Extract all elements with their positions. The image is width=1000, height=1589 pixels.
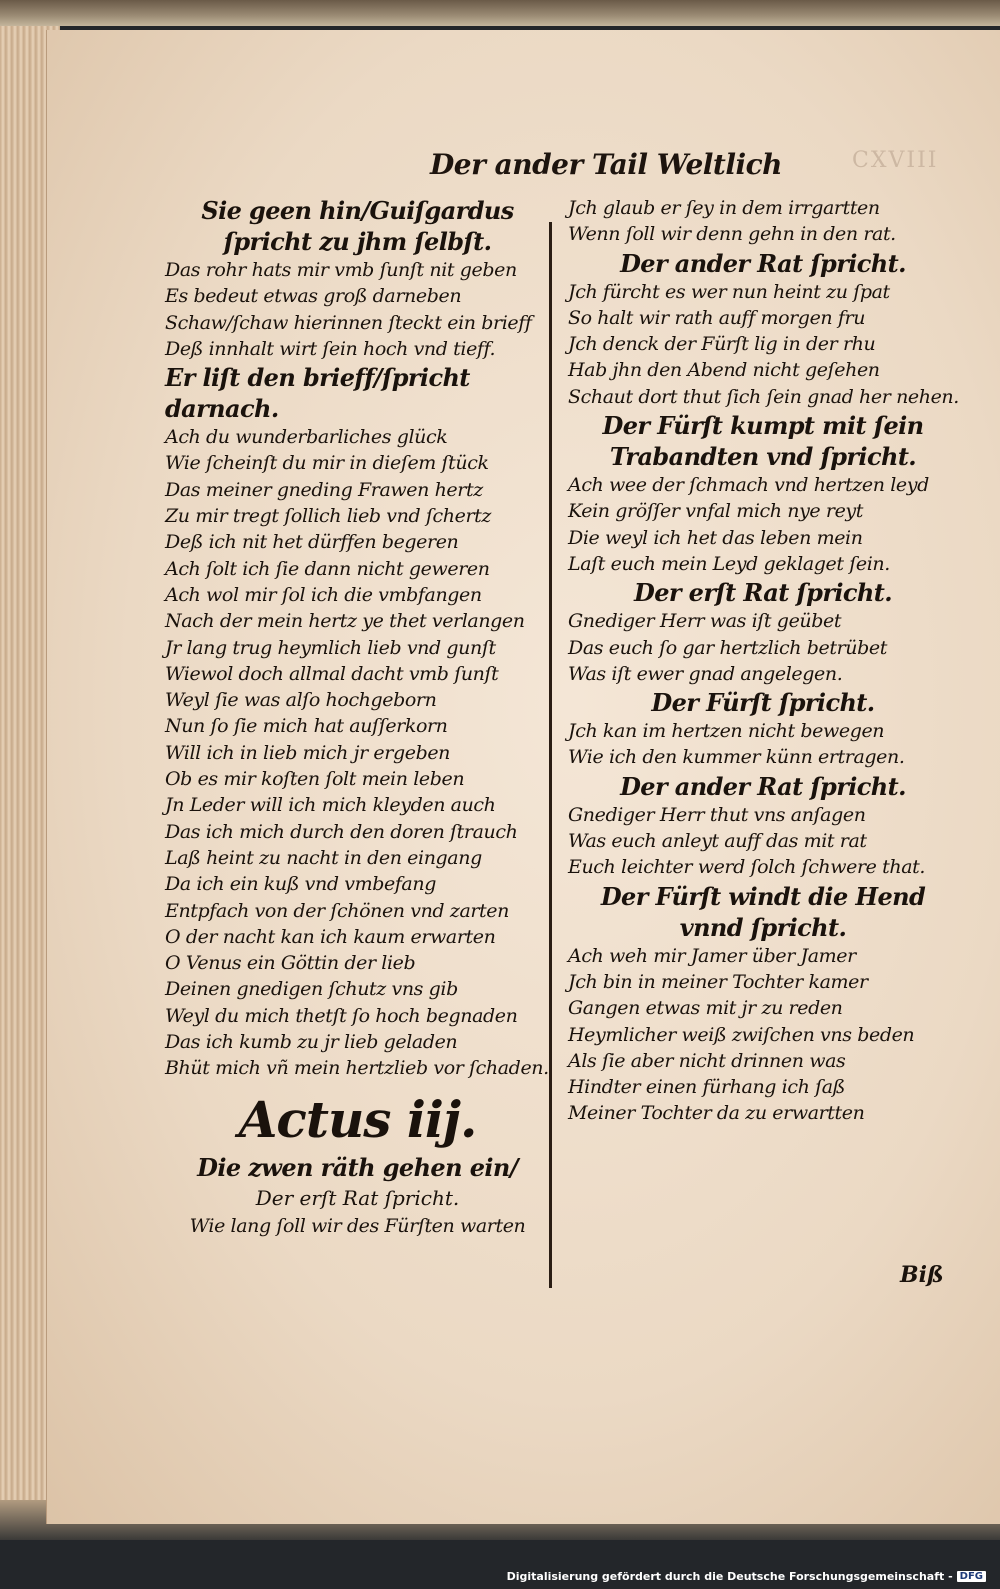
verse-line: Jch bin in meiner Tochter kamer — [568, 970, 868, 993]
verse-line: Jch glaub er ſey in dem irrgartten — [568, 197, 880, 219]
verse-line: Laß heint zu nacht in den eingang — [165, 846, 482, 869]
verse-line: Gnediger Herr was iſt geübet — [568, 610, 842, 633]
verse-line: Meiner Tochter da zu erwartten — [568, 1102, 865, 1125]
verse-line: Was iſt ewer gnad angelegen. — [568, 662, 843, 685]
stage-direction: Der ander Rat ſpricht. — [620, 771, 906, 801]
verse-line: Jch kan im hertzen nicht bewegen — [568, 720, 885, 743]
verse-line: Das rohr hats mir vmb ſunſt nit geben — [165, 259, 517, 281]
verse-line: Will ich in lieb mich jr ergeben — [165, 741, 451, 764]
stage-direction: Der ander Rat ſpricht. — [620, 248, 906, 278]
verse-line: Jn Leder will ich mich kleyden auch — [165, 794, 496, 817]
running-header: Der ander Tail Weltlich — [430, 148, 783, 181]
verse-line: Wiewol doch allmal dacht vmb ſunſt — [165, 662, 499, 685]
verse-line: Weyl du mich thetſt ſo hoch begnaden — [165, 1004, 518, 1027]
verse-line: Bhüt mich vñ mein hertzlieb vor ſchaden. — [165, 1057, 549, 1080]
verse-line: Deß innhalt wirt ſein hoch vnd tieff. — [165, 337, 496, 360]
verse-line: Jr lang trug heymlich lieb vnd gunſt — [165, 636, 496, 659]
verse-line: Ach du wunderbarliches glück — [165, 426, 448, 449]
stage-direction: Er liſt den brieff/ſpricht darnach. — [165, 363, 470, 424]
verse-line: Deinen gnedigen ſchutz vns gib — [165, 978, 458, 1001]
verse-line: So halt wir rath auff morgen fru — [568, 306, 866, 329]
stage-direction: Der Fürſt ſpricht. — [651, 688, 875, 718]
verse-line: Kein gröſſer vnfal mich nye reyt — [568, 500, 864, 523]
verse-line: Ob es mir koſten ſolt mein leben — [165, 768, 465, 791]
verse-line: Euch leichter werd ſolch ſchwere that. — [568, 856, 926, 879]
verse-line: Weyl ſie was alſo hochgeborn — [165, 689, 437, 712]
verse-line: Nach der mein hertz ye thet verlangen — [165, 610, 525, 633]
verse-block — [165, 257, 550, 362]
stage-direction: Die zwen räth gehen ein/ — [197, 1152, 518, 1182]
footer-credit — [507, 1567, 986, 1585]
verse-line: Laſt euch mein Leyd geklaget ſein. — [568, 552, 890, 575]
verse-line: Ach wol mir ſol ich die vmbfangen — [165, 583, 482, 606]
verse-line: Heymlicher weiß zwiſchen vns beden — [568, 1023, 915, 1046]
speaker-label: Der erſt Rat ſpricht. — [255, 1185, 460, 1210]
verse-line: Ach wee der ſchmach vnd hertzen leyd — [568, 474, 929, 497]
verse-line: Hab jhn den Abend nicht geſehen — [568, 359, 880, 382]
verse-line: Nun ſo ſie mich hat auſſerkorn — [165, 715, 448, 738]
verse-line: Als ſie aber nicht drinnen was — [568, 1049, 846, 1072]
verse-line: O der nacht kan ich kaum erwarten — [165, 925, 496, 948]
stage-direction: Sie geen hin/Guiſgardus ſpricht zu jhm ſelbſt. — [201, 196, 514, 256]
verse-line: Das ich kumb zu jr lieb geladen — [165, 1031, 458, 1054]
stage-direction: Der Fürſt windt die Hend vnnd ſpricht. — [600, 881, 926, 942]
show-through-folio: CXVIII — [852, 148, 939, 173]
verse-line: Hindter einen fürhang ich ſaß — [568, 1076, 845, 1099]
stage-direction: Der Fürſt kumpt mit ſein Trabandten vnd ſpricht. — [602, 411, 924, 472]
verse-line: Zu mir tregt ſollich lieb vnd ſchertz — [165, 505, 491, 528]
verse-line: Wenn ſoll wir denn gehn in den rat. — [568, 223, 896, 246]
verse-line: Das euch ſo gar hertzlich betrübet — [568, 636, 887, 659]
verse-line: Ach ſolt ich ſie dann nicht geweren — [165, 557, 490, 580]
verse-line: Jch fürcht es wer nun heint zu ſpat — [568, 280, 890, 303]
right-column — [568, 195, 958, 1127]
dfg-logo[interactable]: DFG — [957, 1571, 986, 1582]
verse-line: Gnediger Herr thut vns anſagen — [568, 803, 866, 826]
verse-line: O Venus ein Göttin der lieb — [165, 952, 416, 975]
footer-text: Digitalisierung gefördert durch die Deutsche Forschungsgemeinschaft - — [506, 1569, 953, 1583]
verse-line: Wie ich den kummer künn ertragen. — [568, 746, 905, 769]
verse-line: Das meiner gneding Frawen hertz — [165, 478, 483, 501]
left-column — [165, 195, 550, 1239]
act-title: Actus iij. — [238, 1089, 477, 1149]
verse-line: Schaw/ſchaw hierinnen ſteckt ein brieff — [165, 311, 532, 334]
verse-line: Ach weh mir Jamer über Jamer — [568, 944, 856, 967]
catchword: Biß — [900, 1262, 944, 1288]
verse-line: Was euch anleyt auff das mit rat — [568, 830, 867, 853]
verse-line: Schaut dort thut ſich ſein gnad her nehen. — [568, 385, 959, 408]
verse-line: Jch denck der Fürſt lig in der rhu — [568, 333, 876, 356]
verse-line: Das ich mich durch den doren ſtrauch — [165, 820, 518, 843]
verse-block — [165, 424, 550, 1081]
verse-line: Deß ich nit het dürffen begeren — [165, 531, 459, 554]
verse-line: Gangen etwas mit jr zu reden — [568, 997, 843, 1020]
verse-line: Wie ſcheinſt du mir in dieſem ſtück — [165, 452, 489, 475]
book-top-edge — [0, 0, 1000, 26]
verse-line: Es bedeut etwas groß darneben — [165, 285, 462, 308]
verse-line: Entpfach von der ſchönen vnd zarten — [165, 899, 509, 922]
stage-direction: Der erſt Rat ſpricht. — [633, 578, 893, 608]
verse-line: Die weyl ich het das leben mein — [568, 526, 863, 549]
verse-line: Wie lang ſoll wir des Fürſten warten — [189, 1214, 526, 1237]
verse-line: Da ich ein kuß vnd vmbefang — [165, 873, 436, 896]
